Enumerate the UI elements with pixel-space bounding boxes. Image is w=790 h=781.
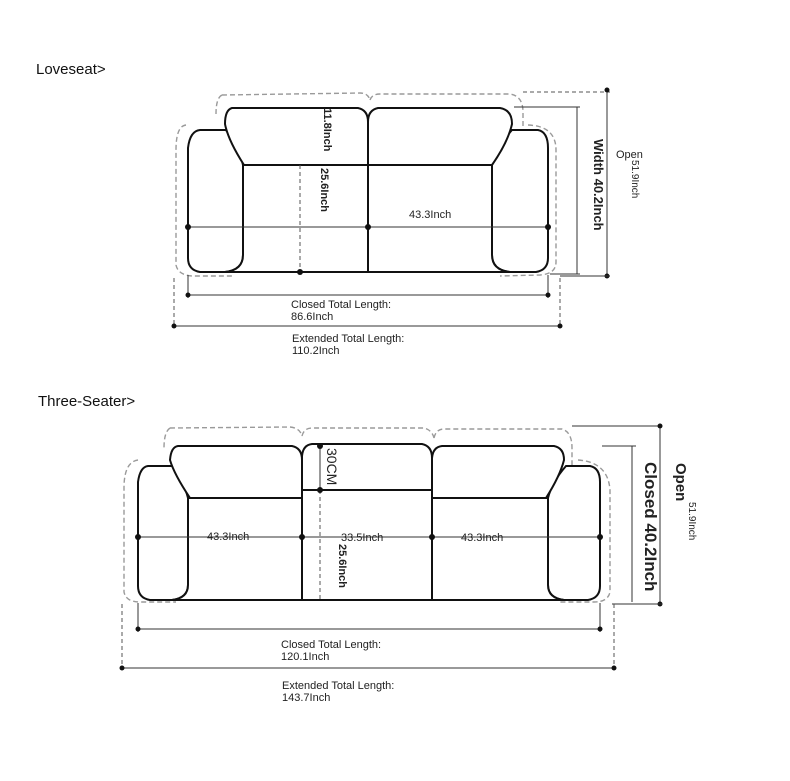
three-seater-left-back	[170, 446, 302, 498]
three-seater-right-back	[432, 446, 564, 498]
loveseat-extended-total-value: 110.2Inch	[292, 345, 340, 357]
loveseat-back-height-label: 11.8Inch	[321, 108, 333, 152]
loveseat-seat-depth-label: 25.6Inch	[318, 168, 330, 213]
three-seater-middle-seat-width-label: 33.5Inch	[341, 532, 384, 544]
loveseat-width-label: Width 40.2Inch	[591, 139, 606, 231]
three-seater-closed-total-label: Closed Total Length:	[281, 639, 382, 651]
three-seater-left-seat	[172, 498, 302, 600]
loveseat-closed-total-label: Closed Total Length:	[291, 299, 392, 311]
three-seater-right-seat	[432, 498, 564, 600]
loveseat-drawing	[172, 88, 611, 329]
loveseat-left-seat	[225, 165, 368, 272]
loveseat-title: Loveseat>	[36, 61, 106, 78]
loveseat-closed-total-value: 86.6Inch	[291, 311, 334, 323]
three-seater-right-seat-width-label: 43.3Inch	[461, 532, 504, 544]
loveseat-left-back	[225, 108, 368, 165]
three-seater-left-seat-width-label: 43.3Inch	[207, 531, 250, 543]
loveseat-open-value: 51.9Inch	[629, 160, 640, 199]
three-seater-drawing	[120, 424, 663, 671]
loveseat-extended-total-label: Extended Total Length:	[292, 333, 405, 345]
loveseat-right-back	[368, 108, 512, 165]
loveseat-open-label: Open	[616, 149, 643, 161]
three-seater-extended-total-label: Extended Total Length:	[282, 680, 395, 692]
three-seater-open-label: Open	[672, 463, 689, 502]
three-seater-extended-total-value: 143.7Inch	[282, 692, 331, 704]
three-seater-middle-seat	[302, 490, 432, 600]
three-seater-left-arm	[138, 466, 188, 600]
three-seater-title: Three-Seater>	[38, 393, 136, 410]
three-seater-seat-depth-label: 25.6Inch	[336, 544, 348, 589]
three-seater-back-height-label: 30CM	[324, 448, 340, 486]
three-seater-right-arm	[548, 466, 600, 600]
loveseat-seat-width-label: 43.3Inch	[409, 209, 452, 221]
three-seater-closed-label: Closed 40.2Inch	[641, 462, 660, 592]
three-seater-middle-back	[302, 444, 432, 490]
three-seater-open-value: 51.9Inch	[686, 502, 697, 541]
three-seater-closed-total-value: 120.1Inch	[281, 651, 330, 663]
